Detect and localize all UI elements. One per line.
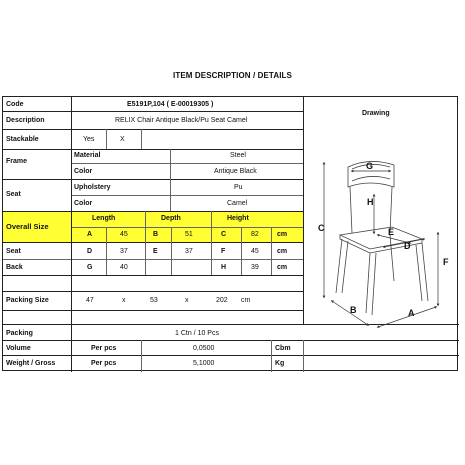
- packing-size-x2: x: [185, 297, 189, 304]
- frame-label: Frame: [6, 158, 28, 165]
- drawing-label-e: E: [388, 227, 395, 237]
- drawing-label-f: F: [443, 257, 449, 267]
- frame-color-label: Color: [74, 168, 93, 175]
- frame-material-value: Steel: [230, 152, 246, 159]
- overall-size-label: Overall Size: [6, 222, 49, 231]
- packing-size-x1: x: [122, 297, 126, 304]
- description-label: Description: [6, 117, 45, 124]
- packing-size-v1: 47: [86, 297, 94, 304]
- back-dims-label: Back: [6, 264, 23, 271]
- stackable-yes: Yes: [83, 136, 95, 143]
- dim-g-letter: G: [87, 264, 93, 271]
- upholstery-value: Pu: [234, 184, 243, 191]
- seat-dims-label: Seat: [6, 248, 21, 255]
- dim-e-letter: E: [153, 248, 158, 255]
- stackable-label: Stackable: [6, 136, 39, 143]
- code-label: Code: [6, 101, 24, 108]
- dim-a-letter: A: [87, 231, 93, 238]
- drawing-label-c: C: [318, 223, 325, 233]
- dim-d-letter: D: [87, 248, 93, 255]
- weight-per: Per pcs: [91, 360, 117, 367]
- overall-unit: cm: [277, 231, 288, 238]
- weight-value: 5,1000: [193, 360, 215, 367]
- dim-c-value: 82: [251, 231, 259, 238]
- frame-material-label: Material: [74, 152, 101, 159]
- dim-e-value: 37: [185, 248, 193, 255]
- seat-dims-unit: cm: [277, 248, 288, 255]
- dim-d-value: 37: [120, 248, 128, 255]
- description-value: RELIX Chair Antique Black/Pu Seat Camel: [115, 117, 248, 124]
- packing-label: Packing: [6, 330, 33, 337]
- dim-g-value: 40: [120, 264, 128, 271]
- volume-unit: Cbm: [275, 345, 291, 352]
- dim-b-letter: B: [153, 231, 159, 238]
- dim-a-value: 45: [120, 231, 128, 238]
- weight-label: Weight / Gross: [6, 360, 56, 367]
- chair-drawing: [318, 155, 458, 335]
- seat-label: Seat: [6, 191, 21, 198]
- volume-value: 0,0500: [193, 345, 215, 352]
- upholstery-label: Upholstery: [74, 184, 111, 191]
- depth-label: Depth: [161, 215, 181, 222]
- dim-f-letter: F: [221, 248, 226, 255]
- drawing-label-b: B: [350, 305, 357, 315]
- drawing-label-d: D: [404, 241, 411, 251]
- seat-color-label: Color: [74, 200, 93, 207]
- dim-b-value: 51: [185, 231, 193, 238]
- packing-value: 1 Ctn / 10 Pcs: [175, 330, 219, 337]
- drawing-label-h: H: [367, 197, 374, 207]
- dim-h-value: 39: [251, 264, 259, 271]
- drawing-label-g: G: [366, 161, 374, 171]
- code-value: E5191P,104 ( E-00019305 ): [127, 101, 214, 108]
- packing-size-unit: cm: [241, 297, 251, 304]
- packing-size-v2: 53: [150, 297, 158, 304]
- dim-h-letter: H: [221, 264, 227, 271]
- stackable-mark: X: [120, 136, 125, 143]
- dim-c-letter: C: [221, 231, 227, 238]
- back-dims-unit: cm: [277, 264, 288, 271]
- weight-unit: Kg: [275, 360, 285, 367]
- packing-size-label: Packing Size: [6, 297, 49, 304]
- drawing-label-a: A: [408, 308, 415, 318]
- packing-size-v3: 202: [216, 297, 228, 304]
- page-title: ITEM DESCRIPTION / DETAILS: [173, 71, 292, 80]
- length-label: Length: [92, 215, 116, 222]
- volume-per: Per pcs: [91, 345, 117, 352]
- drawing-title: Drawing: [362, 110, 390, 117]
- dim-f-value: 45: [251, 248, 259, 255]
- height-label: Height: [227, 215, 249, 222]
- seat-color-value: Camel: [227, 200, 248, 207]
- frame-color-value: Antique Black: [214, 168, 257, 175]
- volume-label: Volume: [6, 345, 31, 352]
